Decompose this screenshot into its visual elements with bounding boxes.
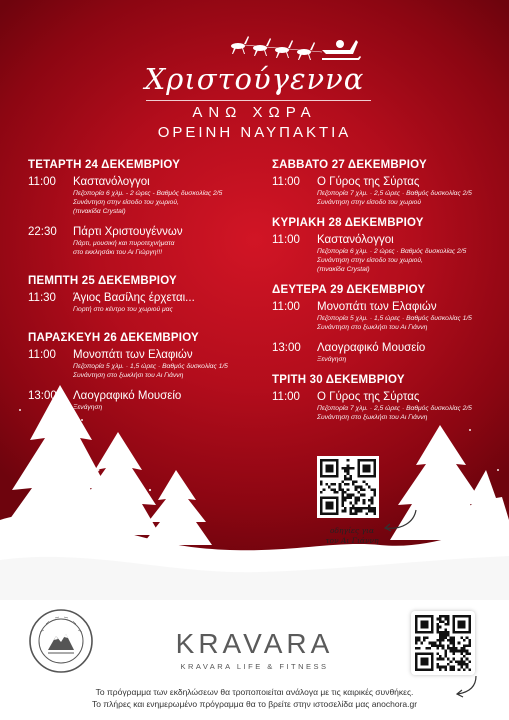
schedule-right-column: [272, 159, 508, 432]
event-detail: Πεζοπορία 6 χλμ. · 2 ώρες · Βαθμός δυσκολίας 2/5: [317, 248, 467, 255]
day-block: [28, 275, 260, 314]
event-title: Λαογραφικό Μουσείο: [317, 342, 426, 354]
event-detail: (πινακίδα Crystal): [73, 208, 126, 215]
event-detail: Συνάντηση στην είσοδο του χωριού: [317, 199, 422, 206]
qr-code-icon: [415, 615, 471, 671]
event-time: 11:00: [272, 234, 300, 246]
qr-caption-line: τον Αι Γιάννη: [325, 536, 379, 545]
event-detail: Πεζοπορία 7 χλμ. · 2,5 ώρες · Βαθμός δυσκολίας 2/5: [317, 405, 472, 412]
schedule-left-column: [28, 159, 260, 422]
event-item: [28, 226, 260, 257]
day-block: [272, 159, 508, 207]
event-detail: Πεζοπορία 6 χλμ. - 2 ώρες - Βαθμός δυσκολίας 2/5: [73, 190, 223, 197]
event-time: 13:00: [28, 390, 57, 402]
event-detail: Πεζοπορία 7 χλμ. · 2,5 ώρες · Βαθμός δυσκολίας 2/5: [317, 190, 472, 197]
event-detail: στο εκκλησάκι του Αι Γιώργη!!!: [73, 249, 163, 256]
event-item: [28, 176, 260, 216]
event-detail: (πινακίδα Crystal): [317, 266, 370, 273]
event-detail: Γιορτή στο κέντρο του χωριού μας: [73, 306, 173, 313]
event-detail: Ξενάγηση: [317, 356, 347, 363]
event-detail: Συνάντηση στο ξωκλήσι του Αι Γιάννη: [73, 372, 184, 379]
event-time: 11:00: [272, 301, 300, 313]
day-block: [28, 159, 260, 257]
event-detail: Συνάντηση στην είσοδο του χωριού,: [73, 199, 179, 206]
arrow-icon: [380, 508, 420, 534]
qr-caption: [314, 526, 390, 546]
region-name: ΟΡΕΙΝΗ ΝΑΥΠΑΚΤΙΑ: [157, 124, 352, 141]
event-title: Μονοπάτι των Ελαφιών: [73, 349, 193, 361]
event-detail: Πάρτι, μουσική και πυροτεχνήματα: [73, 240, 175, 247]
event-detail: Ξενάγηση: [73, 404, 103, 411]
footer-notice: [0, 686, 509, 710]
event-title: Ο Γύρος της Σύρτας: [317, 391, 420, 403]
event-detail: Πεζοπορία 5 χλμ. · 1,5 ώρες · Βαθμός δυσκολίας 1/5: [317, 315, 472, 322]
qr-code-website[interactable]: [411, 611, 475, 675]
event-title: Λαογραφικό Μουσείο: [73, 390, 182, 402]
event-item: [272, 391, 508, 422]
event-title: Πάρτι Χριστουγέννων: [73, 226, 183, 238]
day-heading: ΠΑΡΑΣΚΕΥΗ 26 ΔΕΚΕΜΒΡΙΟΥ: [28, 332, 199, 344]
event-item: [272, 301, 508, 332]
town-name: ΑΝΩ ΧΩΡΑ: [192, 104, 317, 121]
event-title: Μονοπάτι των Ελαφιών: [317, 301, 437, 313]
tree-left-small: [142, 470, 212, 545]
qr-caption-line: οδηγίες για: [329, 526, 375, 535]
event-time: 11:00: [272, 391, 300, 403]
event-time: 11:00: [272, 176, 300, 188]
footer-line: Το πρόγραμμα των εκδηλώσεων θα τροποποιείται ανάλογα με τις καιρικές συνθήκες.: [95, 687, 414, 697]
event-time: 11:00: [28, 349, 56, 361]
event-item: [28, 349, 260, 380]
day-heading: ΤΡΙΤΗ 30 ΔΕΚΕΜΒΡΙΟΥ: [272, 374, 405, 386]
brand-logo: KRAVARA: [175, 628, 334, 659]
event-time: 22:30: [28, 226, 57, 238]
day-block: [272, 284, 508, 364]
brand-tagline: KRAVARA LIFE & FITNESS: [180, 662, 329, 671]
day-heading: ΚΥΡΙΑΚΗ 28 ΔΕΚΕΜΒΡΙΟΥ: [272, 217, 424, 229]
event-time: 13:00: [272, 342, 301, 354]
event-detail: Συνάντηση στο ξωκλήσι του Αι Γιάννη: [317, 414, 428, 421]
event-detail: Πεζοπορία 5 χλμ. · 1,5 ώρες · Βαθμός δυσκολίας 1/5: [73, 363, 228, 370]
event-item: [28, 390, 260, 412]
event-title: Καστανόλογγοι: [317, 234, 394, 246]
day-block: [272, 374, 508, 422]
event-item: [28, 292, 260, 314]
day-block: [272, 217, 508, 274]
title-divider: [146, 100, 371, 101]
footer-line: Το πλήρες και ενημερωμένο πρόγραμμα θα το βρείτε στην ιστοσελίδα μας anochora.gr: [91, 699, 418, 709]
event-detail: Συνάντηση στην είσοδο του χωριού,: [317, 257, 423, 264]
event-title: Ο Γύρος της Σύρτας: [317, 176, 420, 188]
day-block: [28, 332, 260, 412]
event-title: Άγιος Βασίλης έρχεται...: [73, 292, 195, 304]
event-item: [272, 342, 508, 364]
event-item: [272, 234, 508, 274]
day-heading: ΔΕΥΤΕΡΑ 29 ΔΕΚΕΜΒΡΙΟΥ: [272, 284, 426, 296]
qr-code-icon: [320, 459, 376, 515]
event-detail: Συνάντηση στο ξωκλήσι του Αι Γιάννη: [317, 324, 428, 331]
event-time: 11:30: [28, 292, 56, 304]
event-time: 11:00: [28, 176, 56, 188]
day-heading: ΤΕΤΑΡΤΗ 24 ΔΕΚΕΜΒΡΙΟΥ: [28, 159, 181, 171]
qr-code-directions[interactable]: [317, 456, 379, 518]
day-heading: ΣΑΒΒΑΤΟ 27 ΔΕΚΕΜΒΡΙΟΥ: [272, 159, 427, 171]
event-item: [272, 176, 508, 207]
day-heading: ΠΕΜΠΤΗ 25 ΔΕΚΕΜΒΡΙΟΥ: [28, 275, 177, 287]
title-christmas: Χριστούγεννα: [144, 62, 365, 96]
event-title: Καστανόλογγοι: [73, 176, 150, 188]
